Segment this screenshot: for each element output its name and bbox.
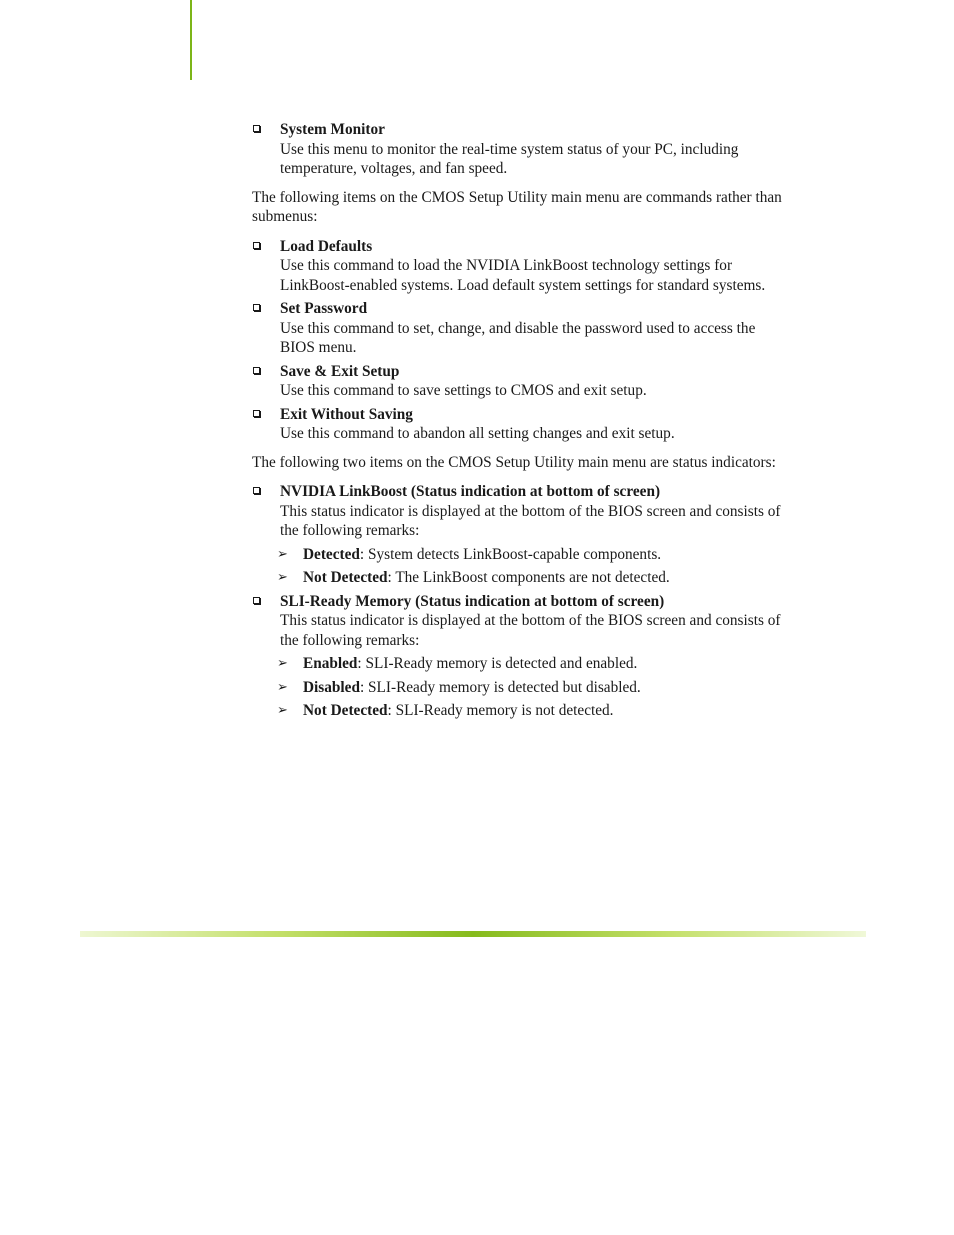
item-description: This status indicator is displayed at the bottom of the BIOS screen and consists of the following remarks: — [280, 502, 781, 539]
sub-list-item — [277, 545, 787, 565]
item-description: Use this command to set, change, and disable the password used to access the BIOS menu. — [280, 319, 756, 356]
sub-list-item — [277, 654, 787, 674]
remark-text: : SLI-Ready memory is detected and enabled. — [357, 655, 638, 672]
item-title: NVIDIA LinkBoost (Status indication at bottom of screen) — [280, 483, 661, 500]
list-item-set-password — [252, 299, 787, 358]
item-title: Set Password — [280, 300, 368, 317]
remark-text: : System detects LinkBoost-capable components. — [359, 545, 662, 563]
arrow-bullet-icon: ➢ — [277, 546, 288, 562]
margin-accent-line — [190, 0, 192, 80]
remark-term: Enabled — [303, 655, 358, 672]
checkbox-bullet-icon — [253, 410, 260, 417]
sub-list-item — [277, 568, 787, 588]
remark-term: Not Detected — [303, 702, 388, 719]
page-content — [252, 120, 787, 725]
list-item-save-exit-setup — [252, 362, 787, 401]
remark-term: Detected — [303, 545, 360, 563]
item-title: SLI-Ready Memory (Status indication at bottom of screen) — [280, 592, 665, 610]
list-item-load-defaults — [252, 237, 787, 296]
remark-term: Disabled — [303, 678, 360, 696]
remark-term: Not Detected — [303, 569, 388, 586]
item-title: System Monitor — [280, 121, 385, 138]
checkbox-bullet-icon — [253, 242, 260, 249]
checkbox-bullet-icon — [253, 487, 260, 494]
checkbox-bullet-icon — [253, 367, 260, 374]
arrow-bullet-icon: ➢ — [277, 703, 288, 718]
item-description: Use this command to save settings to CMOS and exit setup. — [280, 382, 647, 399]
list-item-system-monitor — [252, 120, 787, 179]
status-intro-paragraph: The following two items on the CMOS Setup Utility main menu are status indicators: — [252, 453, 776, 471]
item-description: Use this menu to monitor the real-time system status of your PC, including temperature, voltages, and fan speed. — [280, 140, 739, 177]
checkbox-bullet-icon — [253, 125, 260, 132]
arrow-bullet-icon: ➢ — [277, 570, 288, 585]
commands-intro-paragraph: The following items on the CMOS Setup Utility main menu are commands rather than submenus: — [252, 188, 782, 225]
footer-gradient-rule — [80, 931, 866, 937]
list-item-sli-ready-memory — [252, 592, 787, 721]
checkbox-bullet-icon — [253, 304, 260, 311]
item-description: Use this command to load the NVIDIA LinkBoost technology settings for LinkBoost-enabled systems. Load default system settings for standard systems. — [280, 257, 766, 294]
remark-text: : SLI-Ready memory is not detected. — [387, 702, 614, 719]
arrow-bullet-icon: ➢ — [277, 679, 288, 695]
remark-text: : The LinkBoost components are not detected. — [387, 569, 670, 586]
remark-text: : SLI-Ready memory is detected but disabled. — [359, 678, 641, 696]
item-description: Use this command to abandon all setting changes and exit setup. — [280, 425, 675, 442]
item-title: Save & Exit Setup — [280, 362, 400, 380]
sub-list-item — [277, 701, 787, 721]
item-title: Exit Without Saving — [280, 405, 413, 423]
arrow-bullet-icon: ➢ — [277, 656, 288, 671]
item-title: Load Defaults — [280, 237, 373, 255]
checkbox-bullet-icon — [253, 597, 260, 604]
sub-list-item — [277, 678, 787, 698]
list-item-nvidia-linkboost — [252, 482, 787, 588]
item-description: This status indicator is displayed at the bottom of the BIOS screen and consists of the following remarks: — [280, 612, 781, 649]
list-item-exit-without-saving — [252, 405, 787, 444]
